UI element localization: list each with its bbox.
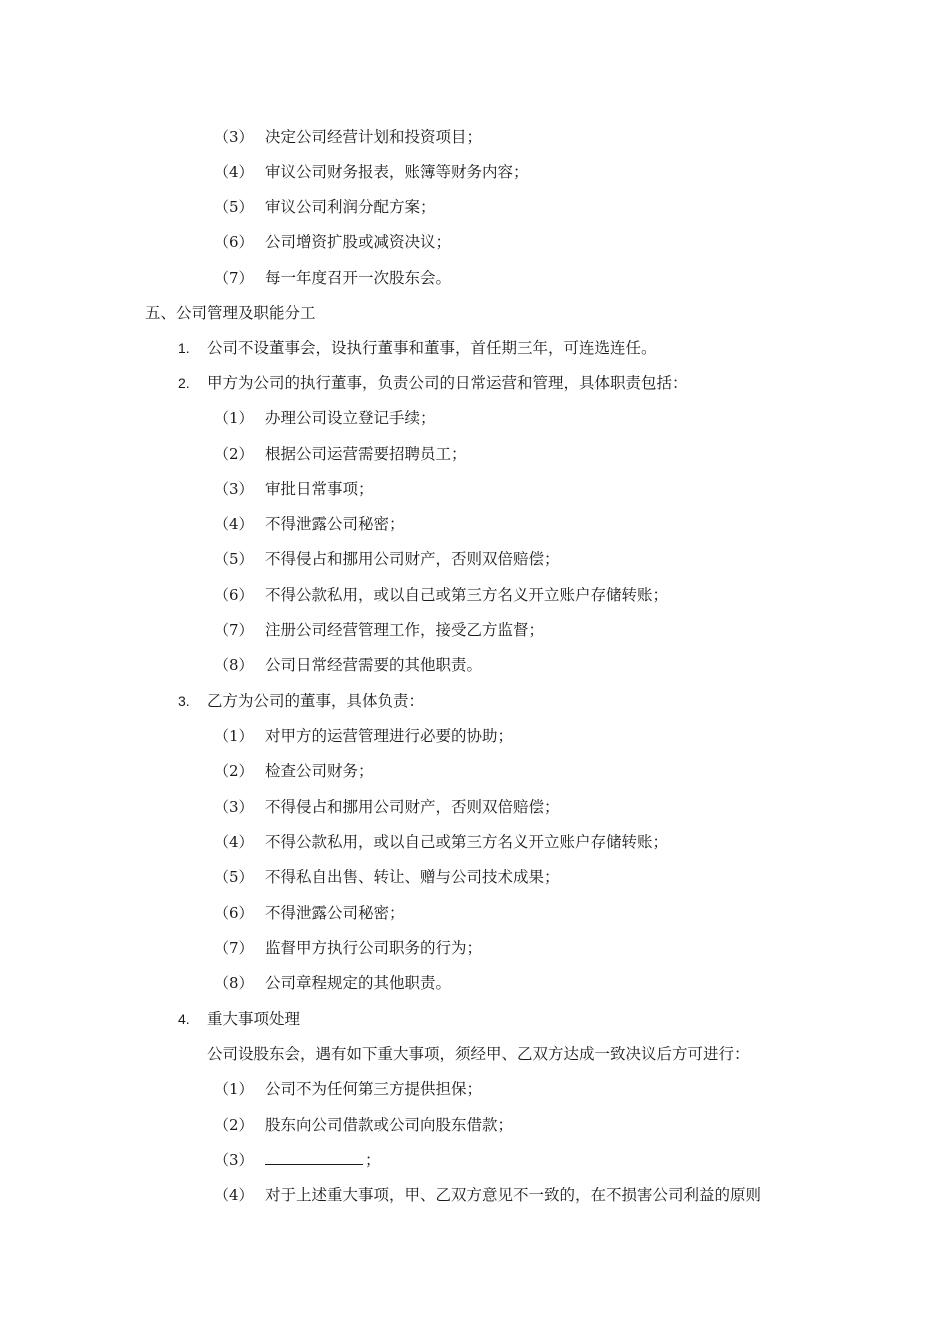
item-text: 公司增资扩股或减资决议； (265, 233, 452, 251)
item-text: 不得私自出售、转让、赠与公司技术成果； (265, 868, 560, 886)
item-text: 监督甲方执行公司职务的行为； (265, 939, 483, 957)
item-number: 2. (178, 375, 190, 391)
item-number: （5） (214, 198, 254, 216)
item-number: （6） (214, 586, 254, 604)
item-number: （3） (214, 798, 254, 816)
paragraph-text: 公司设股东会，遇有如下重大事项，须经甲、乙双方达成一致决议后方可进行： (207, 1045, 750, 1063)
item-text: 乙方为公司的董事，具体负责： (207, 692, 425, 710)
item-text: 办理公司设立登记手续； (265, 409, 436, 427)
item-text: 公司日常经营需要的其他职责。 (265, 656, 483, 674)
item-number: （1） (214, 1080, 254, 1098)
item-number: （4） (214, 1186, 254, 1204)
item-number: （7） (214, 939, 254, 957)
item-number: （7） (214, 621, 254, 639)
item-text: 公司章程规定的其他职责。 (265, 974, 452, 992)
item-number: （2） (214, 445, 254, 463)
item-text: 不得公款私用，或以自己或第三方名义开立账户存储转账； (265, 586, 669, 604)
item-number: （1） (214, 727, 254, 745)
item-number: （3） (214, 480, 254, 498)
item-text: 不得泄露公司秘密； (265, 904, 405, 922)
item-number: （2） (214, 1116, 254, 1134)
item-text: 公司不设董事会，设执行董事和董事，首任期三年，可连选连任。 (207, 339, 657, 357)
item-number: （3） (214, 128, 254, 146)
item-text: 对于上述重大事项，甲、乙双方意见不一致的，在不损害公司利益的原则 (265, 1186, 762, 1204)
item-number: （6） (214, 233, 254, 251)
item-number: 1. (178, 340, 190, 356)
item-number: 4. (178, 1011, 190, 1027)
item-text: 股东向公司借款或公司向股东借款； (265, 1116, 514, 1134)
item-number: （4） (214, 515, 254, 533)
item-text: 重大事项处理 (207, 1010, 301, 1028)
item-number: （5） (214, 868, 254, 886)
item-text: 审批日常事项； (265, 480, 374, 498)
item-number: （4） (214, 163, 254, 181)
item-number: （1） (214, 409, 254, 427)
fill-in-blank[interactable] (265, 1146, 363, 1165)
item-text: 决定公司经营计划和投资项目； (265, 128, 483, 146)
item-text: 甲方为公司的执行董事，负责公司的日常运营和管理，具体职责包括： (207, 374, 688, 392)
item-number: （4） (214, 833, 254, 851)
item-text: 根据公司运营需要招聘员工； (265, 445, 467, 463)
item-number: （5） (214, 550, 254, 568)
item-text: 不得侵占和挪用公司财产，否则双倍赔偿； (265, 798, 560, 816)
item-text: 审议公司财务报表，账簿等财务内容； (265, 163, 529, 181)
item-text: 不得公款私用，或以自己或第三方名义开立账户存储转账； (265, 833, 669, 851)
item-number: （2） (214, 762, 254, 780)
item-number: （6） (214, 904, 254, 922)
item-number: （8） (214, 974, 254, 992)
section-title: 五、公司管理及职能分工 (145, 304, 316, 322)
item-text: 不得泄露公司秘密； (265, 515, 405, 533)
item-number: （3） (214, 1151, 254, 1169)
item-text: 注册公司经营管理工作，接受乙方监督； (265, 621, 545, 639)
item-number: （8） (214, 656, 254, 674)
item-text-with-blank (265, 1146, 381, 1174)
item-text: 公司不为任何第三方提供担保； (265, 1080, 483, 1098)
item-text: 每一年度召开一次股东会。 (265, 269, 452, 287)
item-number: （7） (214, 269, 254, 287)
item-text: 对甲方的运营管理进行必要的协助； (265, 727, 514, 745)
item-text: 检查公司财务； (265, 762, 374, 780)
item-text: 不得侵占和挪用公司财产，否则双倍赔偿； (265, 550, 560, 568)
item-number: 3. (178, 693, 190, 709)
item-text: ； (365, 1151, 381, 1169)
item-text: 审议公司利润分配方案； (265, 198, 436, 216)
